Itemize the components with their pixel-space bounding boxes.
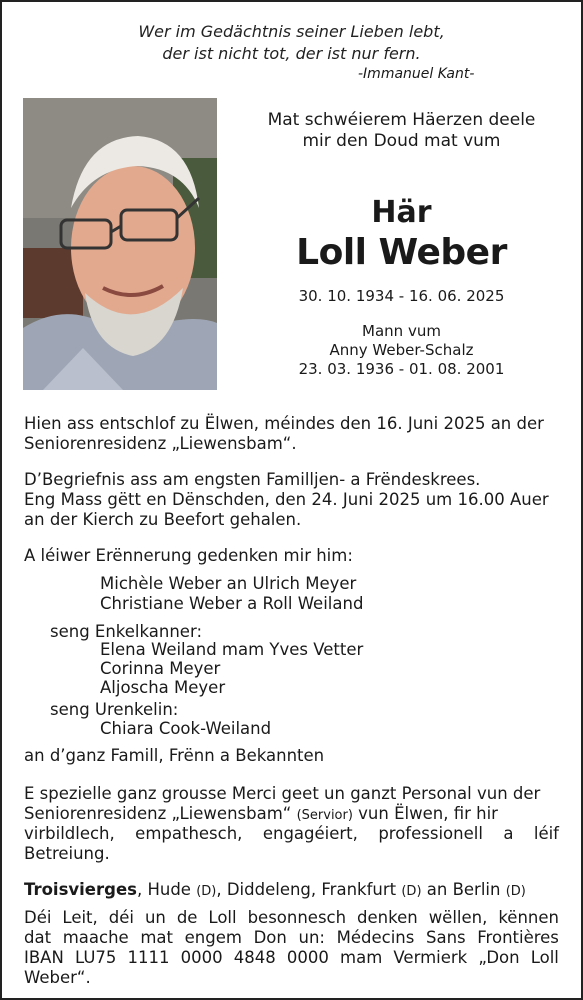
donation-word: un:: [298, 928, 325, 947]
donation-word: Sans: [425, 928, 466, 947]
mourners-heading: A léiwer Erënnerung gedenken mir him:: [24, 546, 353, 565]
thanks-line-3: [24, 824, 559, 844]
country-note: (D): [401, 884, 422, 899]
donation-word: 0000: [286, 948, 329, 967]
intro-line-1: Mat schwéierem Häerzen deele: [267, 110, 536, 130]
intro-line-2: mir den Doud mat vum: [302, 131, 501, 151]
places-bold: Troisvierges: [24, 880, 137, 899]
portrait-photo: [23, 98, 217, 390]
mourners-closing: an d’ganz Famill, Frënn a Bekannten: [24, 746, 325, 765]
donation-word: mam: [340, 948, 383, 967]
donation-word: un: [144, 908, 166, 927]
spouse-dates: 23. 03. 1936 - 01. 08. 2001: [298, 360, 505, 378]
thanks-word: a: [503, 824, 514, 843]
thanks-line-4: Betreiung.: [24, 844, 110, 863]
grandchild-1: Elena Weiland mam Yves Vetter: [100, 640, 364, 659]
donation-word: de: [176, 908, 198, 927]
donation-word: Don: [253, 928, 287, 947]
donation-word: mat: [140, 928, 173, 947]
donation-word: IBAN: [24, 948, 64, 967]
thanks-word: empathesch,: [135, 824, 243, 843]
donation-word: engem: [184, 928, 242, 947]
donation-line-2: [24, 928, 559, 948]
donation-word: Médecins: [336, 928, 415, 947]
donation-word: 1111: [127, 948, 170, 967]
greatgrandchildren-label: seng Urenkelin:: [50, 700, 179, 719]
donation-word: LU75: [74, 948, 117, 967]
donation-word: déi: [108, 908, 134, 927]
spouse-name: Anny Weber-Schalz: [329, 341, 474, 359]
donation-line-1: [24, 908, 559, 928]
quote-author: -Immanuel Kant-: [358, 66, 475, 82]
country-note: (D): [505, 884, 526, 899]
thanks-word: léif: [533, 824, 559, 843]
thanks-word: engagéiert,: [262, 824, 358, 843]
donation-line-3: [24, 948, 559, 968]
places-text: , Diddeleng, Frankfurt: [216, 880, 402, 899]
donation-word: Leit,: [62, 908, 98, 927]
thanks-line-2-c: vun Ëlwen, fir hir: [352, 804, 498, 823]
mourner-child-2: Christiane Weber a Roll Weiland: [100, 594, 364, 613]
donation-word: Déi: [24, 908, 52, 927]
donation-word: denken: [357, 908, 418, 927]
donation-word: Loll: [208, 908, 237, 927]
deceased-title: Här: [371, 195, 432, 230]
grandchild-3: Aljoscha Meyer: [100, 678, 226, 697]
servior-note: (Servior): [296, 808, 353, 823]
places-line: [24, 880, 526, 902]
donation-word: 4848: [233, 948, 276, 967]
thanks-line-2-a: Seniorenresidenz „Liewensbam“: [24, 804, 297, 823]
funeral-line-3: an der Kierch zu Beefort gehalen.: [24, 510, 302, 529]
donation-word: „Don: [478, 948, 520, 967]
deceased-name: Loll Weber: [296, 232, 507, 273]
donation-word: kënnen: [498, 908, 559, 927]
places-text: , Hude: [136, 880, 197, 899]
thanks-word: virbildlech,: [24, 824, 115, 843]
thanks-word: professionell: [378, 824, 483, 843]
death-notice-line-2: Seniorenresidenz „Liewensbam“.: [24, 434, 297, 453]
greatgrandchild-1: Chiara Cook-Weiland: [100, 719, 272, 738]
thanks-line-2: [24, 804, 498, 826]
donation-word: wëllen,: [428, 908, 488, 927]
grandchildren-label: seng Enkelkanner:: [50, 622, 203, 641]
thanks-line-1: E spezielle ganz grousse Merci geet un ganzt Personal vun der: [24, 784, 541, 803]
quote-line-2: der ist nicht tot, der ist nur fern.: [162, 44, 421, 63]
death-notice-line-1: Hien ass entschlof zu Ëlwen, méindes den 16. Juni 2025 an der: [24, 414, 544, 433]
funeral-line-2: Eng Mass gëtt en Dënschden, den 24. Juni 2025 um 16.00 Auer: [24, 490, 549, 509]
mourner-child-1: Michèle Weber an Ulrich Meyer: [100, 574, 357, 593]
donation-line-4: Weber“.: [24, 968, 91, 987]
places-text: an Berlin: [421, 880, 506, 899]
donation-word: Loll: [530, 948, 559, 967]
deceased-dates: 30. 10. 1934 - 16. 06. 2025: [298, 287, 505, 305]
donation-word: Frontières: [477, 928, 559, 947]
spouse-label: Mann vum: [362, 322, 441, 340]
donation-word: dat: [24, 928, 52, 947]
quote-line-1: Wer im Gedächtnis seiner Lieben lebt,: [138, 22, 445, 41]
donation-word: maache: [62, 928, 129, 947]
donation-word: besonnesch: [247, 908, 347, 927]
donation-word: Vermierk: [393, 948, 468, 967]
grandchild-2: Corinna Meyer: [100, 659, 221, 678]
country-note: (D): [196, 884, 217, 899]
donation-word: 0000: [180, 948, 223, 967]
funeral-line-1: D’Begriefnis ass am engsten Familljen- a Frëndeskrees.: [24, 470, 481, 489]
